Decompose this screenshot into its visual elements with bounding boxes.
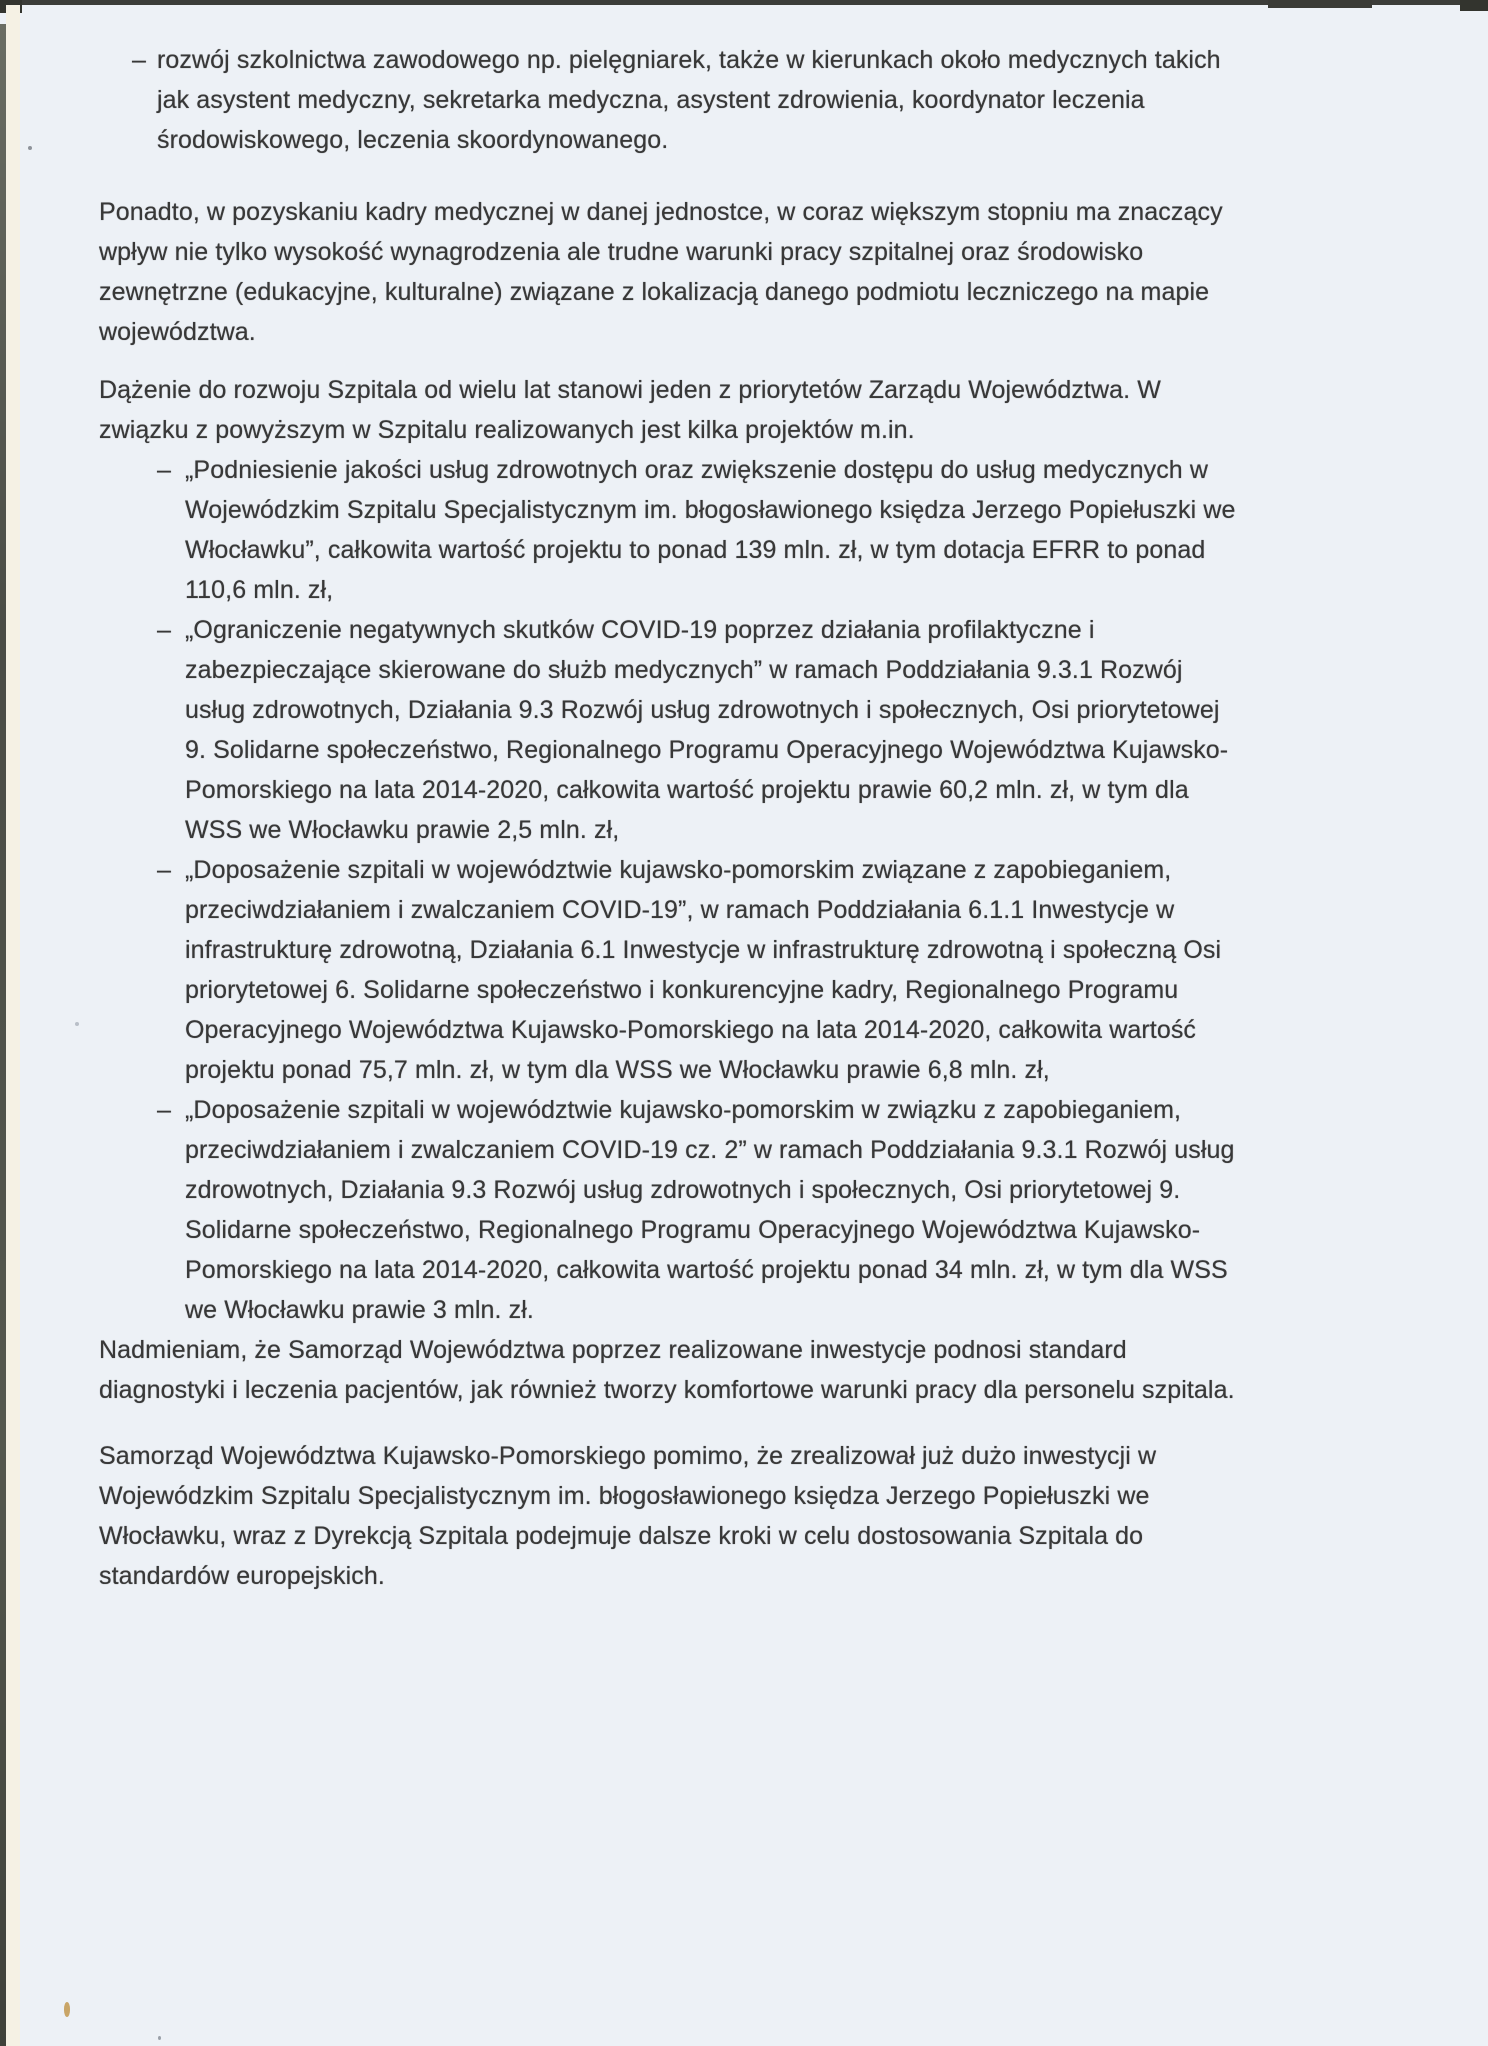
list-item bbox=[99, 610, 1245, 850]
scan-edge-top bbox=[0, 0, 1488, 5]
scan-speck bbox=[158, 2036, 161, 2040]
scan-speck bbox=[75, 1022, 79, 1026]
dash-bullet-marker: – bbox=[132, 46, 147, 74]
paragraph-nadmieniam: Nadmieniam, że Samorząd Województwa poprzez realizowane inwestycje podnosi standard diagnostyki i leczenia pacjentów, jak również tworzy komfortowe warunki pracy dla personelu szpitala. bbox=[99, 1336, 1235, 1404]
projects-bullet-list bbox=[99, 450, 1245, 1330]
list-item bbox=[99, 450, 1245, 610]
paragraph-dazenie: Dążenie do rozwoju Szpitala od wielu lat stanowi jeden z priorytetów Zarządu Województwa. W związku z powyższym w Szpitalu realizowanych jest kilka projektów m.in. bbox=[99, 376, 1161, 444]
dash-bullet-marker: – bbox=[157, 456, 172, 484]
list-item-text: „Ograniczenie negatywnych skutków COVID-19 poprzez działania profilaktyczne i zabezpieczające skierowane do służb medycznych” w ramach Poddziałania 9.3.1 Rozwój usług zdrowotnych, Działania 9.3 Rozwój usług zdrowotnych i społecznych, Osi priorytetowej 9. Solidarne społeczeństwo, Regionalnego Programu Operacyjnego Województwa Kujawsko-Pomorskiego na lata 2014-2020, całkowita wartość projektu prawie 60,2 mln. zł, w tym dla WSS we Włocławku prawie 2,5 mln. zł, bbox=[185, 616, 1229, 844]
scan-edge-top-segment bbox=[1268, 0, 1372, 8]
paragraph-ponadto: Ponadto, w pozyskaniu kadry medycznej w danej jednostce, w coraz większym stopniu ma znaczący wpływ nie tylko wysokość wynagrodzenia ale trudne warunki pracy szpitalnej oraz środowisko zewnętrzne (edukacyjne, kulturalne) związane z lokalizacją danego podmiotu leczniczego na mapie województwa. bbox=[99, 198, 1223, 346]
dash-bullet-marker: – bbox=[157, 616, 172, 644]
document-body bbox=[99, 40, 1245, 1596]
list-item-text: „Podniesienie jakości usług zdrowotnych oraz zwiększenie dostępu do usług medycznych w Wojewódzkim Szpitalu Specjalistycznym im. błogosławionego księdza Jerzego Popiełuszki we Włocławku”, całkowita wartość projektu to ponad 139 mln. zł, w tym dotacja EFRR to ponad 110,6 mln. zł, bbox=[185, 456, 1236, 604]
scan-speck bbox=[28, 146, 32, 150]
list-item-text: rozwój szkolnictwa zawodowego np. pielęgniarek, także w kierunkach około medycznych takich jak asystent medyczny, sekretarka medyczna, asystent zdrowienia, koordynator leczenia środowiskowego, leczenia skoordynowanego. bbox=[157, 46, 1221, 154]
dash-bullet-marker: – bbox=[157, 856, 172, 884]
paragraph-samorzad: Samorząd Województwa Kujawsko-Pomorskiego pomimo, że zrealizował już dużo inwestycji w Wojewódzkim Szpitalu Specjalistycznym im. błogosławionego księdza Jerzego Popiełuszki we Włocławku, wraz z Dyrekcją Szpitala podejmuje dalsze kroki w celu dostosowania Szpitala do standardów europejskich. bbox=[99, 1442, 1157, 1590]
list-item bbox=[99, 850, 1245, 1090]
paper-edge-strip bbox=[6, 5, 20, 2046]
scan-edge-top-right-corner bbox=[1460, 0, 1488, 11]
list-item bbox=[99, 40, 1245, 160]
scan-speck bbox=[64, 2002, 70, 2017]
list-item bbox=[99, 1090, 1245, 1330]
list-item-text: „Doposażenie szpitali w województwie kujawsko-pomorskim w związku z zapobieganiem, przeciwdziałaniem i zwalczaniem COVID-19 cz. 2” w ramach Poddziałania 9.3.1 Rozwój usług zdrowotnych, Działania 9.3 Rozwój usług zdrowotnych i społecznych, Osi priorytetowej 9. Solidarne społeczeństwo, Regionalnego Programu Operacyjnego Województwa Kujawsko-Pomorskiego na lata 2014-2020, całkowita wartość projektu ponad 34 mln. zł, w tym dla WSS we Włocławku prawie 3 mln. zł. bbox=[185, 1096, 1235, 1324]
list-item-text: „Doposażenie szpitali w województwie kujawsko-pomorskim związane z zapobieganiem, przeciwdziałaniem i zwalczaniem COVID-19”, w ramach Poddziałania 6.1.1 Inwestycje w infrastrukturę zdrowotną, Działania 6.1 Inwestycje w infrastrukturę zdrowotną i społeczną Osi priorytetowej 6. Solidarne społeczeństwo i konkurencyjne kadry, Regionalnego Programu Operacyjnego Województwa Kujawsko-Pomorskiego na lata 2014-2020, całkowita wartość projektu ponad 75,7 mln. zł, w tym dla WSS we Włocławku prawie 6,8 mln. zł, bbox=[185, 856, 1222, 1084]
intro-bullet-list bbox=[99, 40, 1245, 160]
dash-bullet-marker: – bbox=[157, 1096, 172, 1124]
